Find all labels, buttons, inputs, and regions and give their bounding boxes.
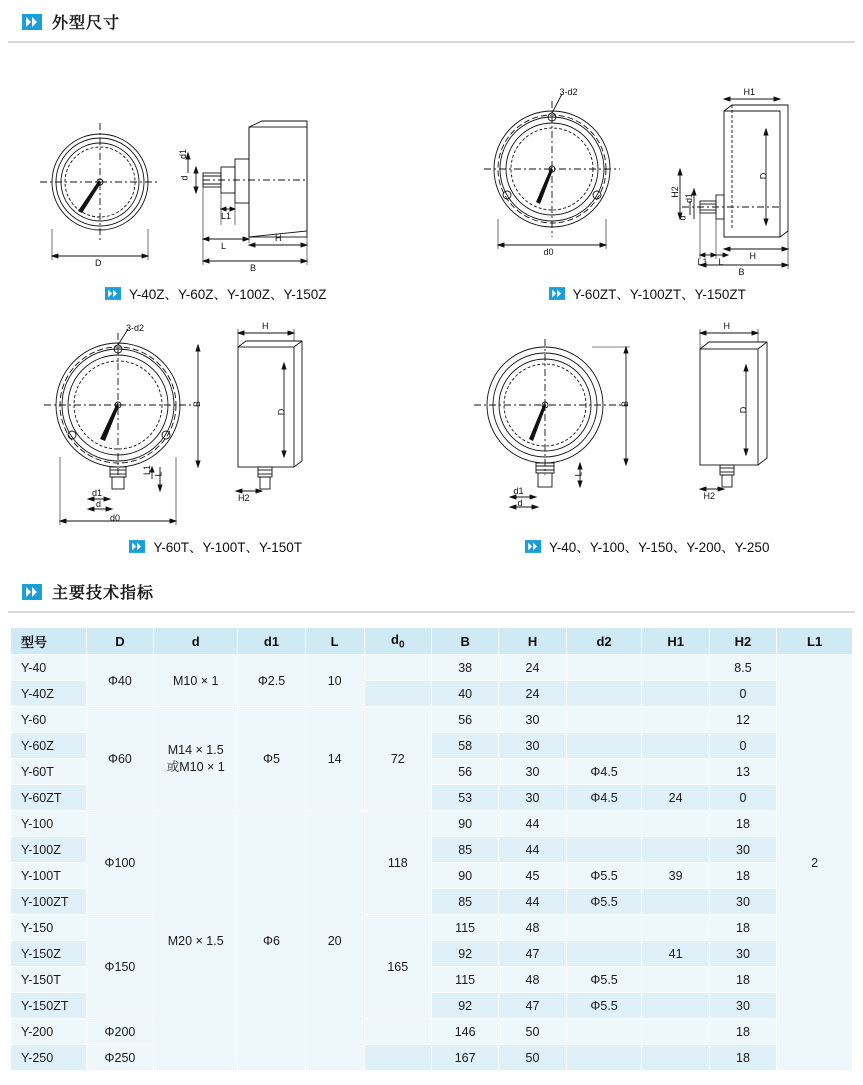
col-header-d: d <box>154 628 238 655</box>
double-chevron-icon <box>105 287 121 300</box>
col-header-d1: d1 <box>238 628 305 655</box>
cell-D: Φ200 <box>86 1019 153 1045</box>
cell-B: 167 <box>431 1045 498 1071</box>
cell-H1 <box>642 707 709 733</box>
cell-model: Y-60T <box>11 759 87 785</box>
table-row <box>11 811 853 837</box>
cell-H2: 18 <box>709 863 776 889</box>
cell-d: M20 × 1.5 <box>154 811 238 1071</box>
cell-D: Φ60 <box>86 707 153 811</box>
label-D: D <box>95 258 102 268</box>
cell-B: 85 <box>431 889 498 915</box>
cell-L: 10 <box>305 655 364 707</box>
cell-H: 44 <box>499 889 566 915</box>
cell-H1 <box>642 811 709 837</box>
label-d0: d0 <box>110 513 121 523</box>
drawing-cell-axial-flange <box>432 49 863 317</box>
cell-model: Y-150Z <box>11 941 87 967</box>
drawing-row-1 <box>0 49 863 317</box>
col-header-L: L <box>305 628 364 655</box>
cell-H1 <box>642 759 709 785</box>
section-header-specs <box>8 570 855 613</box>
label-d: d <box>179 175 190 181</box>
cell-model: Y-40Z <box>11 681 87 707</box>
drawing-cell-axial-plain <box>0 49 432 317</box>
cell-D: Φ150 <box>86 915 153 1019</box>
cell-H1 <box>642 993 709 1019</box>
dwg-axial-plain <box>0 49 432 279</box>
label-H2: H2 <box>703 491 716 501</box>
label-H2: H2 <box>669 186 680 198</box>
col-header-D: D <box>86 628 153 655</box>
cell-H: 50 <box>499 1019 566 1045</box>
col-header-model: 型号 <box>11 628 87 655</box>
cell-B: 58 <box>431 733 498 759</box>
label-H: H <box>275 233 282 243</box>
label-d: d <box>517 498 523 508</box>
cell-B: 56 <box>431 707 498 733</box>
dwg-radial-plain <box>432 317 863 532</box>
cell-model: Y-150ZT <box>11 993 87 1019</box>
cell-d0: 118 <box>364 811 431 915</box>
cell-model: Y-100ZT <box>11 889 87 915</box>
cell-H1 <box>642 889 709 915</box>
cell-B: 92 <box>431 941 498 967</box>
cell-d2 <box>566 915 642 941</box>
spec-table <box>10 627 853 1071</box>
cell-model: Y-150T <box>11 967 87 993</box>
cell-H2: 18 <box>709 811 776 837</box>
col-header-d0: $d_0$ <box>364 628 431 655</box>
cell-d2 <box>566 707 642 733</box>
cell-H: 30 <box>499 733 566 759</box>
cell-d2: Φ4.5 <box>566 785 642 811</box>
drawing-row-2 <box>0 317 863 570</box>
cell-B: 90 <box>431 863 498 889</box>
cell-d2: Φ5.5 <box>566 863 642 889</box>
cell-H: 24 <box>499 681 566 707</box>
cell-B: 115 <box>431 915 498 941</box>
label-H1: H1 <box>743 87 756 97</box>
cell-B: 85 <box>431 837 498 863</box>
spec-table-wrap <box>10 627 853 1071</box>
label-L: L <box>221 241 227 251</box>
cell-B: 56 <box>431 759 498 785</box>
cell-H1 <box>642 733 709 759</box>
cell-d2: Φ5.5 <box>566 967 642 993</box>
table-row <box>11 1019 853 1045</box>
drawing-cell-radial-flange <box>0 317 432 570</box>
cell-H2: 30 <box>709 889 776 915</box>
caption-radial-plain <box>432 532 863 570</box>
cell-D: Φ100 <box>86 811 153 915</box>
cell-H2: 12 <box>709 707 776 733</box>
double-chevron-icon <box>22 584 42 600</box>
cell-model: Y-150 <box>11 915 87 941</box>
label-d1: d1 <box>513 486 524 496</box>
cell-D: Φ40 <box>86 655 153 707</box>
cell-H1 <box>642 681 709 707</box>
cell-H: 47 <box>499 993 566 1019</box>
cell-H2: 30 <box>709 993 776 1019</box>
label-L1: L1 <box>221 211 232 221</box>
cell-d2 <box>566 1019 642 1045</box>
label-d: d <box>96 499 102 509</box>
label-H: H <box>749 251 756 261</box>
cell-model: Y-250 <box>11 1045 87 1071</box>
label-L: L <box>153 471 164 477</box>
table-row <box>11 1045 853 1071</box>
cell-d0: 72 <box>364 707 431 811</box>
label-d: d <box>677 215 688 221</box>
col-header-H2: H2 <box>709 628 776 655</box>
cell-H2: 0 <box>709 785 776 811</box>
section-header-dimensions <box>8 0 855 43</box>
cell-H: 48 <box>499 967 566 993</box>
cell-B: 115 <box>431 967 498 993</box>
cell-B: 53 <box>431 785 498 811</box>
cell-d2 <box>566 941 642 967</box>
cell-H: 24 <box>499 655 566 681</box>
label-d1: d1 <box>683 192 694 204</box>
cell-H1: 39 <box>642 863 709 889</box>
cell-H2: 8.5 <box>709 655 776 681</box>
col-header-L1: L1 <box>777 628 853 655</box>
label-H: H <box>723 321 730 331</box>
cell-H1: 41 <box>642 941 709 967</box>
cell-B: 40 <box>431 681 498 707</box>
cell-H: 45 <box>499 863 566 889</box>
cell-H2: 18 <box>709 1045 776 1071</box>
cell-H: 30 <box>499 785 566 811</box>
cell-model: Y-200 <box>11 1019 87 1045</box>
cell-H: 30 <box>499 707 566 733</box>
cell-H1 <box>642 1019 709 1045</box>
cell-B: 90 <box>431 811 498 837</box>
cell-d2 <box>566 837 642 863</box>
caption-text: Y-40Z、Y-60Z、Y-100Z、Y-150Z <box>128 287 327 302</box>
label-H: H <box>262 321 269 331</box>
cell-model: Y-100T <box>11 863 87 889</box>
label-D: D <box>276 408 287 416</box>
col-header-H1: H1 <box>642 628 709 655</box>
cell-d: M14 × 1.5 或M10 × 1 <box>154 707 238 811</box>
cell-H: 47 <box>499 941 566 967</box>
label-L: L <box>718 257 724 267</box>
label-B: B <box>738 267 745 277</box>
cell-d0 <box>364 1045 431 1071</box>
col-header-d2: d2 <box>566 628 642 655</box>
dwg-axial-flange <box>432 49 863 279</box>
cell-d0 <box>364 681 431 707</box>
cell-H2: 13 <box>709 759 776 785</box>
cell-d2 <box>566 655 642 681</box>
cell-d0 <box>364 1019 431 1045</box>
cell-L1: 2 <box>777 655 853 1071</box>
cell-d2: Φ5.5 <box>566 993 642 1019</box>
label-B: B <box>192 400 203 408</box>
cell-H1 <box>642 915 709 941</box>
double-chevron-icon <box>525 540 541 553</box>
cell-H: 30 <box>499 759 566 785</box>
cell-B: 92 <box>431 993 498 1019</box>
dwg-radial-flange <box>0 317 432 532</box>
cell-L: 20 <box>305 811 364 1071</box>
cell-model: Y-60ZT <box>11 785 87 811</box>
caption-text: Y-60ZT、Y-100ZT、Y-150ZT <box>572 287 746 302</box>
double-chevron-icon <box>22 14 42 30</box>
section-title: 外型尺寸 <box>52 15 121 32</box>
cell-H1 <box>642 655 709 681</box>
table-row <box>11 915 853 941</box>
cell-d2 <box>566 811 642 837</box>
cell-H2: 18 <box>709 967 776 993</box>
caption-text: Y-40、Y-100、Y-150、Y-200、Y-250 <box>549 540 770 555</box>
cell-D: Φ250 <box>86 1045 153 1071</box>
label-3-d2: 3-d2 <box>126 323 145 333</box>
cell-H: 44 <box>499 837 566 863</box>
label-d0: d0 <box>543 247 554 257</box>
drawing-cell-radial-plain <box>432 317 863 570</box>
cell-H2: 0 <box>709 681 776 707</box>
cell-d2: Φ5.5 <box>566 889 642 915</box>
cell-H: 50 <box>499 1045 566 1071</box>
cell-H1 <box>642 1045 709 1071</box>
cell-model: Y-100Z <box>11 837 87 863</box>
cell-H1 <box>642 967 709 993</box>
cell-H1: 24 <box>642 785 709 811</box>
cell-model: Y-100 <box>11 811 87 837</box>
cell-model: Y-60 <box>11 707 87 733</box>
col-header-B: B <box>431 628 498 655</box>
cell-B: 146 <box>431 1019 498 1045</box>
cell-H2: 18 <box>709 915 776 941</box>
drawings-area <box>0 43 863 570</box>
cell-H2: 30 <box>709 941 776 967</box>
cell-d1: Φ6 <box>238 811 305 1071</box>
label-d1: d1 <box>92 488 103 498</box>
cell-H: 48 <box>499 915 566 941</box>
col-header-H: H <box>499 628 566 655</box>
cell-H1 <box>642 837 709 863</box>
label-D: D <box>737 406 748 414</box>
label-D: D <box>757 172 768 180</box>
cell-d2 <box>566 1045 642 1071</box>
cell-d2 <box>566 681 642 707</box>
double-chevron-icon <box>549 287 565 300</box>
cell-H2: 30 <box>709 837 776 863</box>
cell-d0 <box>364 655 431 681</box>
cell-model: Y-40 <box>11 655 87 681</box>
label-B: B <box>250 263 257 273</box>
cell-d2 <box>566 733 642 759</box>
table-row <box>11 655 853 681</box>
cell-B: 38 <box>431 655 498 681</box>
caption-axial-flange <box>432 279 863 317</box>
label-L1: L1 <box>697 257 708 267</box>
cell-model: Y-60Z <box>11 733 87 759</box>
caption-radial-flange <box>0 532 432 570</box>
label-L: L <box>573 471 584 477</box>
cell-d1: Φ2.5 <box>238 655 305 707</box>
label-d1: d1 <box>178 148 189 160</box>
cell-L: 14 <box>305 707 364 811</box>
table-header-row <box>11 628 853 655</box>
cell-H: 44 <box>499 811 566 837</box>
cell-d2: Φ4.5 <box>566 759 642 785</box>
section-title: 主要技术指标 <box>52 585 155 602</box>
label-L1: L1 <box>142 464 153 476</box>
cell-H2: 0 <box>709 733 776 759</box>
label-H2: H2 <box>238 493 250 503</box>
cell-H2: 18 <box>709 1019 776 1045</box>
label-3-d2: 3-d2 <box>559 87 578 97</box>
cell-d0: 165 <box>364 915 431 1019</box>
label-B: B <box>619 400 630 408</box>
table-body <box>11 655 853 1071</box>
caption-text: Y-60T、Y-100T、Y-150T <box>153 540 303 555</box>
caption-axial-plain <box>0 279 432 317</box>
cell-d1: Φ5 <box>238 707 305 811</box>
cell-d: M10 × 1 <box>154 655 238 707</box>
double-chevron-icon <box>129 540 145 553</box>
table-row <box>11 707 853 733</box>
